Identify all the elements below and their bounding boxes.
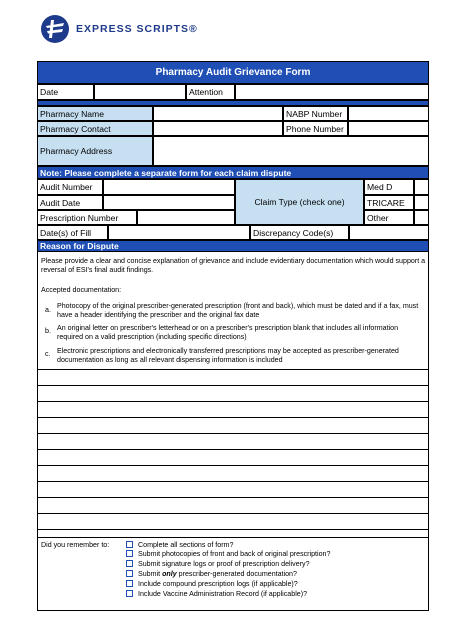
writing-line[interactable] xyxy=(37,417,429,418)
claim-type-label: Claim Type (check one) xyxy=(235,179,364,225)
doc-a-letter: a. xyxy=(45,306,51,314)
claim-type-other: Other xyxy=(364,210,414,225)
submit-prefix: Submit xyxy=(138,570,161,578)
doc-b-line1: An original letter on prescriber's letterhead or on a prescriber's prescription blank that includes all information xyxy=(57,324,399,332)
date-field[interactable] xyxy=(94,84,186,100)
pharmacy-name-field[interactable] xyxy=(153,106,283,121)
attention-field[interactable] xyxy=(235,84,429,100)
doc-b-line2: required on a valid prescription (including specific directions) xyxy=(57,333,247,341)
writing-line[interactable] xyxy=(37,465,429,466)
pharmacy-contact-label: Pharmacy Contact xyxy=(37,121,153,136)
only-emphasis: only xyxy=(162,570,177,578)
express-scripts-logo-icon xyxy=(40,14,70,44)
checklist-checkbox[interactable] xyxy=(126,590,133,597)
nabp-label: NABP Number xyxy=(283,106,348,121)
checklist-checkbox[interactable] xyxy=(126,560,133,567)
checklist-item: Submit signature logs or proof of prescription delivery? xyxy=(138,560,310,568)
instructions-line2: reversal of ESI's final audit findings. xyxy=(41,266,154,274)
pharmacy-address-label: Pharmacy Address xyxy=(37,136,153,166)
dates-of-fill-label: Date(s) of Fill xyxy=(37,225,108,240)
checklist-item: Complete all sections of form? xyxy=(138,541,234,549)
doc-a-line1: Photocopy of the original prescriber-generated prescription (front and back), which must be dated and if a fax, must xyxy=(57,302,419,310)
writing-line[interactable] xyxy=(37,529,429,530)
instructions-line1: Please provide a clear and concise explanation of grievance and include evidentiary documentation which would support a xyxy=(41,257,426,265)
express-scripts-logo xyxy=(40,14,198,44)
writing-line[interactable] xyxy=(37,369,429,370)
form-title: Pharmacy Audit Grievance Form xyxy=(37,61,429,84)
checklist-checkbox[interactable] xyxy=(126,580,133,587)
doc-c-line1: Electronic prescriptions and electronically transferred prescriptions may be accepted as prescriber-generated xyxy=(57,347,399,355)
writing-line[interactable] xyxy=(37,433,429,434)
claim-type-other-check[interactable] xyxy=(414,210,429,225)
writing-line[interactable] xyxy=(37,481,429,482)
checklist-checkbox[interactable] xyxy=(126,550,133,557)
attention-label: Attention xyxy=(186,84,235,100)
checklist-item: Submit photocopies of front and back of original prescription? xyxy=(138,550,331,558)
discrepancy-label: Discrepancy Code(s) xyxy=(250,225,349,240)
doc-c-line2: documentation as long as all relevant dispensing information is included xyxy=(57,356,283,364)
reason-header: Reason for Dispute xyxy=(37,240,429,252)
claim-type-med-d-check[interactable] xyxy=(414,179,429,195)
phone-field[interactable] xyxy=(348,121,429,136)
remember-label: Did you remember to: xyxy=(41,541,110,549)
checklist-item: Include compound prescription logs (if applicable)? xyxy=(138,580,298,588)
pharmacy-address-field[interactable] xyxy=(153,136,429,166)
audit-number-label: Audit Number xyxy=(37,179,103,195)
nabp-field[interactable] xyxy=(348,106,429,121)
logo-text: EXPRESS SCRIPTS® xyxy=(76,23,198,35)
phone-label: Phone Number xyxy=(283,121,348,136)
note-bar: Note: Please complete a separate form for each claim dispute xyxy=(37,166,429,179)
submit-suffix: prescriber-generated documentation? xyxy=(178,570,297,578)
writing-line[interactable] xyxy=(37,385,429,386)
audit-number-field[interactable] xyxy=(103,179,235,195)
checklist-checkbox[interactable] xyxy=(126,541,133,548)
audit-date-field[interactable] xyxy=(103,195,235,210)
claim-type-tricare: TRICARE xyxy=(364,195,414,210)
checklist-item: Include Vaccine Administration Record (if applicable)? xyxy=(138,590,308,598)
doc-c-letter: c. xyxy=(45,350,51,358)
checklist-item-submit-only xyxy=(138,570,297,578)
writing-line[interactable] xyxy=(37,497,429,498)
writing-line[interactable] xyxy=(37,449,429,450)
pharmacy-contact-field[interactable] xyxy=(153,121,283,136)
writing-line[interactable] xyxy=(37,513,429,514)
doc-a-line2: have a header identifying the prescriber and the original fax date xyxy=(57,311,260,319)
audit-date-label: Audit Date xyxy=(37,195,103,210)
discrepancy-field[interactable] xyxy=(349,225,429,240)
accepted-documentation: Accepted documentation: xyxy=(41,286,122,294)
prescription-number-field[interactable] xyxy=(137,210,235,225)
prescription-number-label: Prescription Number xyxy=(37,210,137,225)
claim-type-tricare-check[interactable] xyxy=(414,195,429,210)
writing-line[interactable] xyxy=(37,401,429,402)
writing-line[interactable] xyxy=(37,537,429,538)
checklist-checkbox[interactable] xyxy=(126,570,133,577)
doc-b-letter: b. xyxy=(45,327,51,335)
date-label: Date xyxy=(37,84,94,100)
claim-type-med-d: Med D xyxy=(364,179,414,195)
dates-of-fill-field[interactable] xyxy=(108,225,250,240)
pharmacy-name-label: Pharmacy Name xyxy=(37,106,153,121)
